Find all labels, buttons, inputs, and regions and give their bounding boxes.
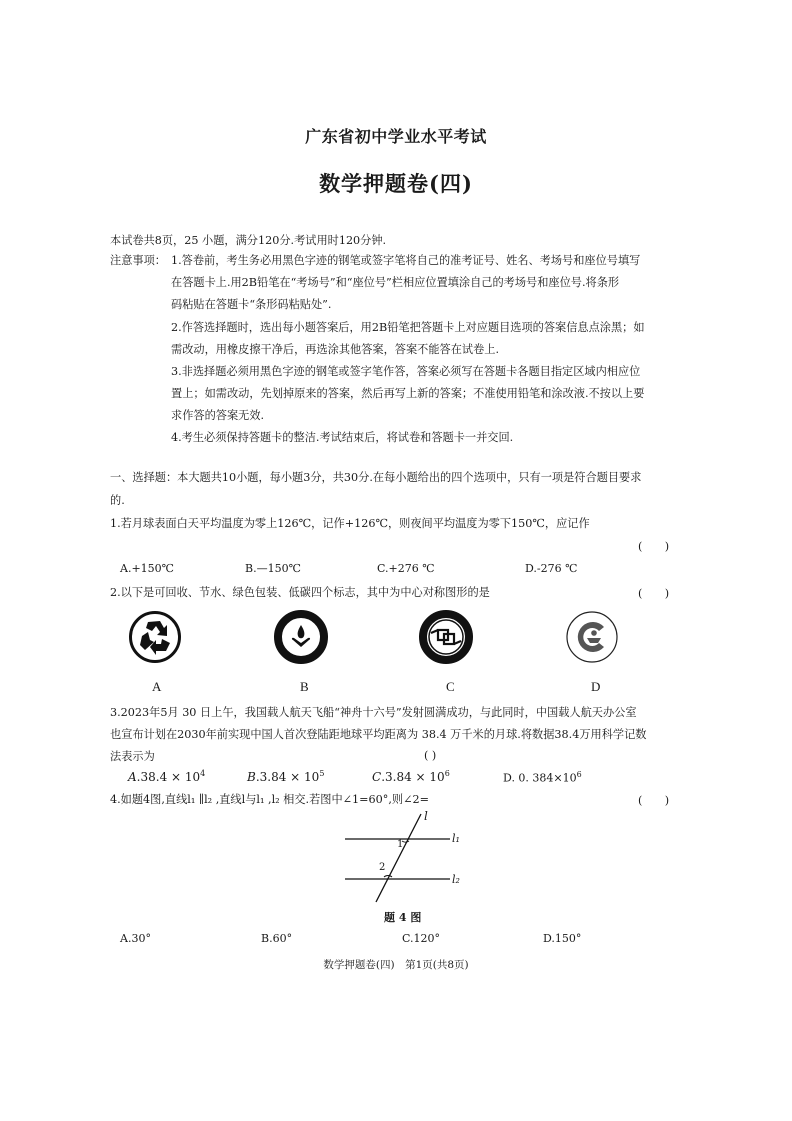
option-c: C.+276 ℃ [377,562,435,575]
exam-title: 广东省初中学业水平考试 [305,127,487,146]
option-a: A.30° [120,932,151,945]
option-a: $A.38.4 \times 10^4$ [128,769,206,784]
question-3-stem: 也宣布计划在2030年前实现中国人首次登陆距地球平均距离为 38.4 万千米的月球.将数据38.4万用科学记数 [110,728,647,741]
notice-line: 求作答的答案无效. [171,409,265,422]
figure-4-diagram [340,810,480,910]
logo-label-a: A [152,679,162,694]
notice-line: 需改动，用橡皮擦干净后，再选涂其他答案，答案不能答在试卷上. [171,343,499,356]
logo-label-c: C [446,679,455,694]
option-c: $C.3.84 \times 10^6$ [372,769,450,784]
exam-intro: 本试卷共8页，25 小题，满分120分.考试用时120分钟. [110,234,387,247]
page-footer: 数学押题卷(四) 第1页(共8页) [323,959,469,971]
notice-line: 1.答卷前，考生务必用黑色字迹的钢笔或签字笔将自己的准考证号、姓名、考场号和座位号填写 [171,254,641,267]
answer-blank: ( ) [638,794,670,807]
section-heading-cont: 的. [110,494,125,507]
notice-line: 在答题卡上.用2B铅笔在“考场号”和“座位号”栏相应位置填涂自己的考场号和座位号.将条形 [171,276,620,289]
question-3-stem: 法表示为 [110,750,155,763]
notice-line: 3.非选择题必须用黑色字迹的钢笔或签字笔作答，答案必须写在答题卡各题目指定区域内相应位 [171,365,641,378]
figure-4-caption: 题 4 图 [384,911,422,924]
answer-blank: ( ) [424,749,437,762]
question-1-stem: 1.若月球表面白天平均温度为零上126℃，记作+126℃，则夜间平均温度为零下150℃，应记作 [110,517,590,530]
notice-line: 码粘贴在答题卡“条形码粘贴处”. [171,298,332,311]
answer-blank: ( ) [638,587,670,600]
question-4-stem: 4.如题4图,直线l₁ ∥l₂ ,直线l与l₁ ,l₂ 相交.若图中∠1=60°,则∠2= [110,793,429,806]
logo-label-d: D [591,679,601,694]
section-heading: 一、选择题：本大题共10小题，每小题3分，共30分.在每小题给出的四个选项中，只有一项是符合题目要求 [110,471,642,484]
water-saving-icon [273,609,329,665]
line-l1-label: l₁ [452,832,460,845]
paper-title: 数学押题卷(四) [319,171,473,196]
line-l2-label: l₂ [452,873,460,886]
option-b: B.60° [261,932,293,945]
green-packaging-icon [418,609,474,665]
option-d: D. 0. $384\times 10^6$ [503,770,582,785]
angle-2-label: 2 [379,862,386,873]
option-b: $B.3.84 \times 10^5$ [247,769,325,784]
option-d: D.-276 ℃ [525,562,578,575]
notice-line: 2.作答选择题时，选出每小题答案后，用2B铅笔把答题卡上对应题目选项的答案信息点涂黑；如 [171,321,645,334]
low-carbon-icon [564,609,620,665]
option-c: C.120° [402,932,441,945]
option-a: A.+150℃ [120,562,174,575]
notice-line: 4.考生必须保持答题卡的整洁.考试结束后，将试卷和答题卡一并交回. [171,431,514,444]
logo-label-b: B [300,679,309,694]
line-l-label: l [424,809,428,823]
question-3-stem: 3.2023年5月 30 日上午，我国载人航天飞船“神舟十六号”发射圆满成功，与此同时，中国载人航天办公室 [110,706,637,719]
notice-label: 注意事项： [110,254,166,267]
answer-blank: ( ) [638,540,670,553]
option-d: D.150° [543,932,582,945]
notice-line: 置上；如需改动，先划掉原来的答案，然后再写上新的答案；不准使用铅笔和涂改液.不按以上要 [171,387,645,400]
recycle-icon [128,609,182,665]
option-b: B.—150℃ [245,562,301,575]
question-2-stem: 2.以下是可回收、节水、绿色包装、低碳四个标志，其中为中心对称图形的是 [110,586,490,599]
angle-1-label: 1 [397,839,404,850]
